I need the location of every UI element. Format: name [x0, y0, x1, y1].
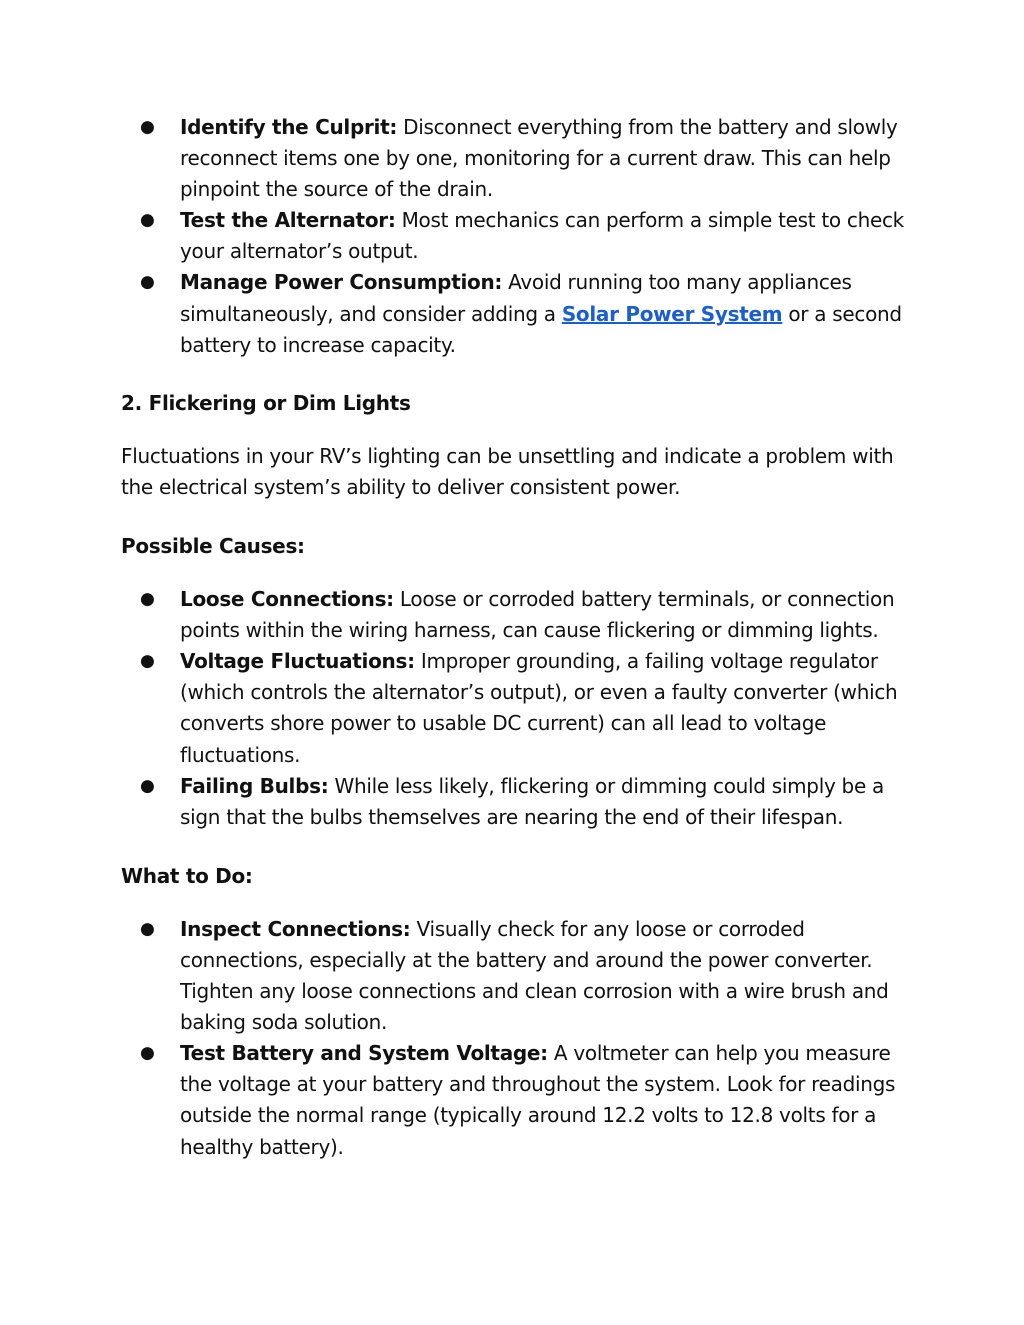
list-item-title: Voltage Fluctuations: — [180, 649, 415, 674]
list-item-title: Test Battery and System Voltage: — [180, 1041, 548, 1066]
list-item-title: Test the Alternator: — [180, 208, 396, 233]
todo-bullet-list — [121, 914, 921, 1163]
list-item-text: Most mechanics can perform a simple test to check your alternator’s output. — [180, 208, 904, 264]
section-heading: 2. Flickering or Dim Lights — [121, 390, 411, 415]
possible-causes-label: Possible Causes: — [121, 533, 305, 558]
list-item — [121, 584, 921, 646]
solar-power-system-link[interactable]: Solar Power System — [561, 301, 783, 326]
document-page — [121, 112, 921, 1163]
list-item-text: Visually check for any loose or corroded connections, especially at the battery and around the power converter. Tighten any loose connections and clean corrosion with a wire brush and baking soda solution. — [180, 916, 889, 1035]
list-item — [121, 112, 921, 205]
what-to-do-label: What to Do: — [121, 863, 253, 888]
list-item-text: A voltmeter can help you measure the voltage at your battery and throughout the system. Look for readings outside the normal range (typically around 12.2 volts to 12.8 volts for a healthy battery). — [180, 1041, 896, 1159]
list-item-title: Identify the Culprit: — [180, 115, 398, 139]
list-item-title: Loose Connections: — [180, 587, 394, 612]
list-item-text: Avoid running too many appliances simultaneously, and consider adding a — [180, 270, 852, 326]
bullet-icon: ● — [140, 775, 155, 796]
bullet-icon: ● — [140, 918, 155, 939]
list-item-text: or a second battery to increase capacity. — [180, 301, 902, 357]
bullet-icon: ● — [140, 589, 155, 610]
list-item — [121, 646, 921, 770]
list-item — [121, 771, 921, 833]
list-item — [121, 267, 921, 360]
causes-bullet-list — [121, 584, 921, 833]
list-item — [121, 1038, 921, 1162]
bullet-icon: ● — [140, 210, 155, 231]
list-item-text: Improper grounding, a failing voltage regulator (which controls the alternator’s output), or even a faulty converter (which converts shore power to usable DC current) can all lead to voltage fluctuations. — [180, 649, 898, 767]
list-item-text: Loose or corroded battery terminals, or connection points within the wiring harness, can cause flickering or dimming lights. — [180, 587, 895, 643]
bullet-icon: ● — [140, 1043, 155, 1064]
section-intro-paragraph: Fluctuations in your RV’s lighting can be unsettling and indicate a problem with the electrical system’s ability to deliver consistent power. — [121, 443, 894, 499]
list-item-title: Inspect Connections: — [180, 916, 411, 941]
intro-bullet-list — [121, 112, 921, 361]
list-item — [121, 205, 921, 267]
list-item-text: While less likely, flickering or dimming could simply be a sign that the bulbs themselves are nearing the end of their lifespan. — [180, 773, 884, 829]
bullet-icon: ● — [140, 272, 155, 293]
list-item — [121, 914, 921, 1038]
list-item-title: Failing Bulbs: — [180, 773, 329, 798]
bullet-icon: ● — [140, 117, 155, 137]
list-item-text: Disconnect everything from the battery and slowly reconnect items one by one, monitoring for a current draw. This can help pinpoint the source of the drain. — [180, 115, 898, 202]
list-item-title: Manage Power Consumption: — [180, 270, 503, 295]
bullet-icon: ● — [140, 651, 155, 672]
